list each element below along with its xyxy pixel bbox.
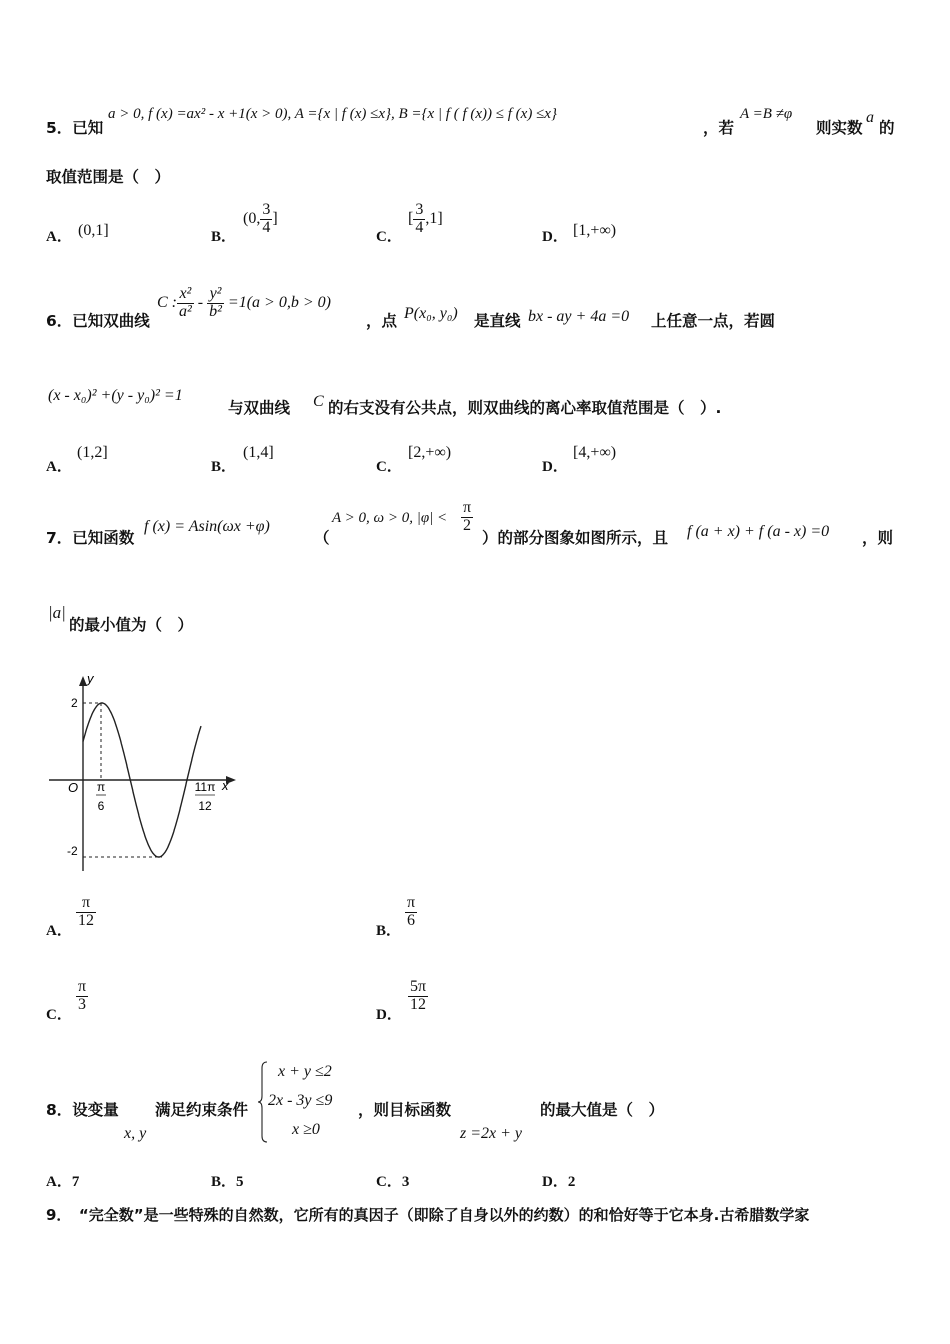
q5-option-b-label: B． xyxy=(211,229,237,245)
q5-option-a-value: (0,1] xyxy=(78,222,109,239)
q8-option-c: C．3 xyxy=(376,1174,410,1190)
tick-11pi-12-den: 12 xyxy=(198,799,212,813)
q6-option-a-label: A． xyxy=(46,459,72,475)
q7-lparen: （ xyxy=(314,529,330,547)
q5-number-label: 5．已知 xyxy=(46,119,104,137)
q5-option-d-label: D． xyxy=(542,229,568,245)
q8-objective-math: z =2x + y xyxy=(460,1125,523,1142)
q8-option-d: D．2 xyxy=(542,1174,576,1190)
sine-graph xyxy=(40,668,250,878)
y-axis-label: y xyxy=(87,671,94,686)
q7-function-math: f (x) = Asin(ωx +φ) xyxy=(144,518,270,535)
q6-line-math: bx - ay + 4a =0 xyxy=(528,308,630,325)
q7-condition-math: A > 0, ω > 0, |φ| < xyxy=(332,510,448,526)
q8-constraint-1: x + y ≤2 xyxy=(278,1063,332,1080)
q7-option-c-label: C． xyxy=(46,1007,72,1023)
q7-abs-a-math: |a| xyxy=(48,603,66,622)
origin-label: O xyxy=(68,780,79,795)
q6-option-d-label: D． xyxy=(542,459,568,475)
q6-option-a-value: (1,2] xyxy=(77,444,108,461)
q7-pi-over-2: $\frac{\pi}{2}$ xyxy=(463,499,472,534)
q5-a-math: a xyxy=(866,109,874,126)
tick-pi-6-num: π xyxy=(96,780,106,794)
q6-line2-b: 的右支没有公共点，则双曲线的离心率取值范围是（ ）. xyxy=(328,399,722,417)
q6-option-d-value: [4,+∞) xyxy=(573,444,617,461)
q5-line2: 取值范围是（ ） xyxy=(46,168,171,186)
q6-option-c-label: C． xyxy=(376,459,402,475)
q5-ruo-text: ，若 xyxy=(703,119,735,137)
q8-condition-text: 满足约束条件 xyxy=(155,1101,249,1119)
q8-variables-math: x, y xyxy=(124,1125,147,1142)
y-min-label: -2 xyxy=(67,844,78,858)
q8-option-a: A．7 xyxy=(46,1174,80,1190)
q7-line2: 的最小值为（ ） xyxy=(69,616,194,634)
q6-point-math: P(x₀, y₀) xyxy=(404,305,458,322)
q9-text: 9． “完全数”是一些特殊的自然数，它所有的真因子（即除了自身以外的约数）的和恰好等于它本身.古希腊数学家 xyxy=(46,1206,810,1224)
q6-line2-a: 与双曲线 xyxy=(228,399,291,417)
x-axis-label: x xyxy=(222,778,229,793)
q6-option-c-value: [2,+∞) xyxy=(408,444,452,461)
q6-circle-math: (x - x₀)² +(y - y₀)² =1 xyxy=(48,387,183,404)
q8-constraint-2: 2x - 3y ≤9 xyxy=(268,1092,333,1109)
q6-number-label: 6．已知双曲线 xyxy=(46,312,150,330)
q5-option-b-value: (0, $\frac{3}{4}$ ] xyxy=(243,201,278,236)
q8-middle-text: ，则目标函数 xyxy=(358,1101,452,1119)
q5-de-text: 的 xyxy=(879,119,895,137)
q5-option-c-label: C． xyxy=(376,229,402,245)
tick-11pi-12-num: 11π xyxy=(194,780,216,794)
q5-equal-math: A =B ≠φ xyxy=(740,106,793,122)
q6-hyperbola-math: C : $\frac{\text{x²}}{\text{a²}}$ - $\frac{\text{y²}}{\text{b²}}$ =1(a > 0,b > 0) xyxy=(157,285,331,320)
q7-equation-math: f (a + x) + f (a - x) =0 xyxy=(687,523,830,540)
q8-option-b: B．5 xyxy=(211,1174,244,1190)
q6-tail-text: 上任意一点，若圆 xyxy=(651,312,776,330)
q7-option-a-label: A． xyxy=(46,923,72,939)
y-axis-arrow-icon xyxy=(79,676,87,686)
q5-shishu-text: 则实数 xyxy=(816,119,863,137)
q6-option-b-label: B． xyxy=(211,459,237,475)
q5-option-c-value: [ $\frac{3}{4}$ ,1] xyxy=(408,201,443,236)
q6-dian-text: ，点 xyxy=(366,312,398,330)
q7-option-d-label: D． xyxy=(376,1007,402,1023)
q7-option-b-label: B． xyxy=(376,923,402,939)
q8-tail-text: 的最大值是（ ） xyxy=(540,1101,665,1119)
q6-c-math: C xyxy=(313,393,324,410)
q8-constraint-3: x ≥0 xyxy=(292,1121,320,1138)
q7-option-d-value: $\frac{5\pi}{12}$ xyxy=(410,978,427,1013)
q7-ze-text: ，则 xyxy=(862,529,894,547)
q7-option-a-value: $\frac{\pi}{12}$ xyxy=(78,894,94,929)
q7-number-label: 7．已知函数 xyxy=(46,529,135,547)
q6-option-b-value: (1,4] xyxy=(243,444,274,461)
q7-middle-text: ）的部分图象如图所示，且 xyxy=(482,529,669,547)
q5-condition-math: a > 0, f (x) =ax² - x +1(x > 0), A ={x | f (x) ≤x}, B ={x | f ( f (x)) ≤ f (x) ≤x} xyxy=(108,106,557,122)
q5-option-d-value: [1,+∞) xyxy=(573,222,617,239)
q7-option-c-value: $\frac{\pi}{3}$ xyxy=(78,978,87,1013)
q5-option-a-label: A． xyxy=(46,229,72,245)
q7-option-b-value: $\frac{\pi}{6}$ xyxy=(407,894,416,929)
q6-shi-text: 是直线 xyxy=(474,312,521,330)
y-max-label: 2 xyxy=(71,696,78,710)
q8-number-label: 8．设变量 xyxy=(46,1101,119,1119)
tick-pi-6-den: 6 xyxy=(97,799,105,813)
